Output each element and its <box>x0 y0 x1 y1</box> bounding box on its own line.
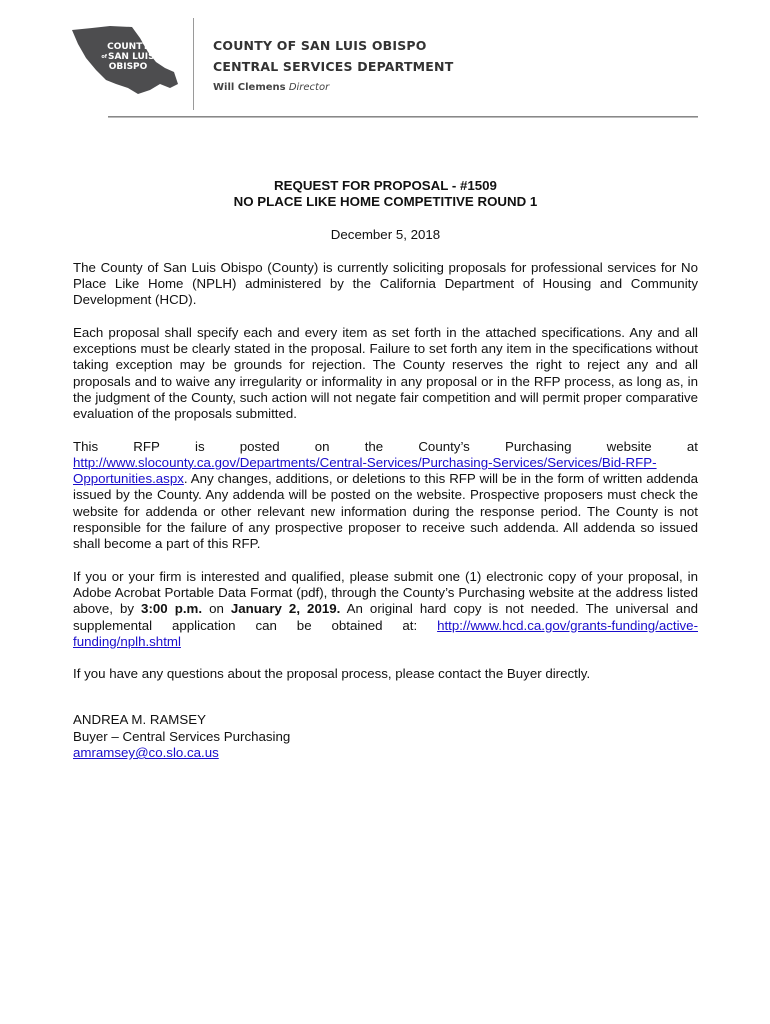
paragraph-specifications: Each proposal shall specify each and every item as set forth in the attached specifications. Any and all exceptions must be clearly stated in the proposal. Failure to set forth any item in the specifications without taking exception may be grounds for rejection. The County reserves the right to reject any and all proposals and to waive any irregularity or informality in any proposal or in the RFP process, as long as, in the judgment of the County, such action will not negate fair competition and will permit proper comparative evaluation of the proposals submitted. <box>73 324 698 422</box>
word: This <box>73 438 99 454</box>
rfp-title-line2: NO PLACE LIKE HOME COMPETITIVE ROUND 1 <box>233 194 538 210</box>
director-name: Will Clemens <box>213 82 286 93</box>
purchasing-website-link[interactable]: http://www.slocounty.ca.gov/Departments/Central-Services/Purchasing-Services/Services/Bid-RFP-Opportunities.aspx <box>73 454 657 487</box>
logo-line-san-luis <box>88 52 168 62</box>
hcd-application-link[interactable]: http://www.hcd.ca.gov/grants-funding/active-funding/nplh.shtml <box>73 617 698 649</box>
word: RFP <box>133 438 160 454</box>
word: at <box>686 438 698 454</box>
paragraph-submission <box>73 569 698 650</box>
paragraph-intro: The County of San Luis Obispo (County) is currently soliciting proposals for professional services for No Place Like Home (NPLH) administered by the California Department of Housing and Community Development (HCD). <box>73 259 698 308</box>
deadline-time: 3:00 p.m. <box>141 601 203 617</box>
posting-rest <box>73 455 698 553</box>
rfp-title-line1: REQUEST FOR PROPOSAL - #1509 <box>274 178 497 193</box>
signer-email-link[interactable]: amramsey@co.slo.ca.us <box>73 745 219 761</box>
signer-title: Buyer – Central Services Purchasing <box>73 728 291 744</box>
department-name: CENTRAL SERVICES DEPARTMENT <box>213 59 454 74</box>
posting-first-line <box>73 439 698 455</box>
logo-text <box>88 42 168 72</box>
submission-text-a: If you or your firm is interested and qualified, please submit one (1) electronic copy of your proposal, in Adobe Acrobat Portable Data Format (pdf), through the County’s Purchasing website at the address listed above, by <box>73 568 698 617</box>
word: Purchasing <box>504 438 572 454</box>
rfp-title <box>73 178 698 211</box>
word: County’s <box>418 438 470 454</box>
county-logo <box>70 24 180 98</box>
header-divider-horizontal <box>108 116 698 118</box>
paragraph-questions: If you have any questions about the proposal process, please contact the Buyer directly. <box>73 666 591 682</box>
director-title: Director <box>288 82 330 93</box>
posting-rest-text: . Any changes, additions, or deletions to this RFP will be in the form of written addenda issued by the County. Any addenda will be posted on the website. Prospective proposers must check the website for addenda or other relevant new information during the response period. The County is not responsible for the failure of any prospective proposer to receive such addenda. All addenda so issued shall become a part of this RFP. <box>73 471 698 552</box>
word: website <box>606 438 652 454</box>
header-divider-vertical <box>193 18 194 110</box>
letter-body <box>73 178 698 761</box>
letterhead <box>213 38 453 93</box>
word: on <box>314 438 330 454</box>
submission-on: on <box>202 601 231 617</box>
logo-of: of <box>101 54 107 60</box>
county-name: COUNTY OF SAN LUIS OBISPO <box>213 38 427 53</box>
signature-block <box>73 712 698 761</box>
logo-line-obispo: OBISPO <box>108 62 148 72</box>
word: is <box>194 438 205 454</box>
logo-san-luis: SAN LUIS <box>107 52 155 62</box>
director-line <box>213 82 453 93</box>
submission-text-b: An original hard copy is not needed. The universal and supplemental application can be obtained at: <box>73 601 698 633</box>
word: posted <box>239 438 280 454</box>
logo-line-county: COUNTY <box>107 42 149 52</box>
letter-date: December 5, 2018 <box>330 226 441 242</box>
paragraph-posting <box>73 439 698 553</box>
signer-name: ANDREA M. RAMSEY <box>73 712 206 728</box>
word: the <box>364 438 384 454</box>
deadline-date: January 2, 2019. <box>230 601 341 617</box>
